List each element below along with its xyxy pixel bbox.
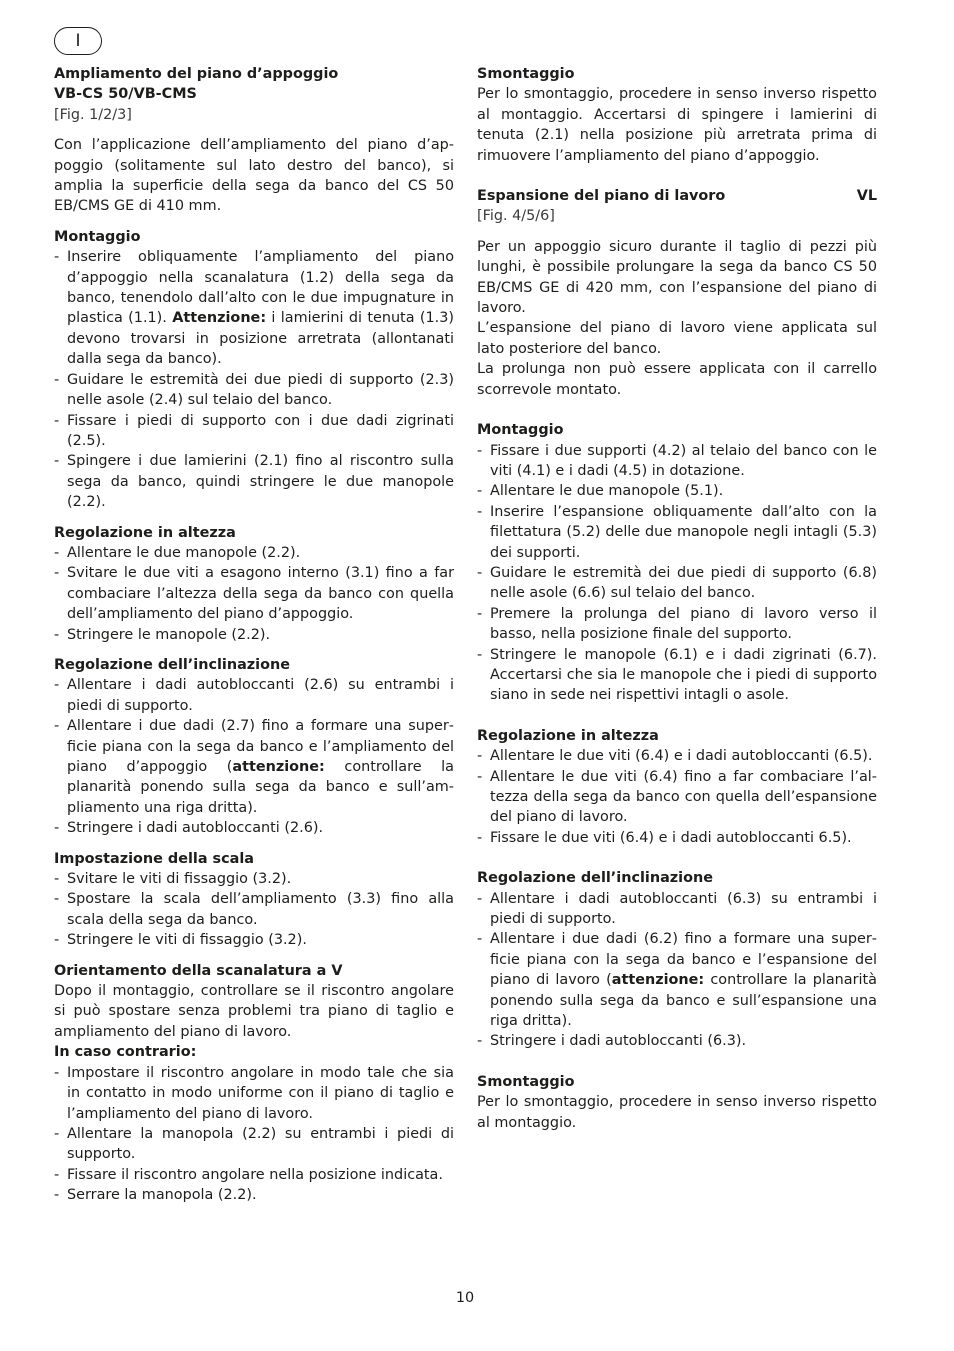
list-item: - Allentare i due dadi (2.7) fino a formare una superficie piana con la sega da banco e l’ampliamento del piano d’appoggio (attenzione: controllare la planarità ponendo sulla sega da banco e sull’ampliamento una riga dritta). — [54, 718, 454, 816]
list-item: - Fissare i piedi di supporto con i due dadi zigrinati (2.5). — [54, 412, 454, 449]
list-item: - Allentare le due manopole (2.2). — [54, 544, 301, 561]
section-title-model: VB-CS 50/VB-CMS — [54, 86, 197, 103]
smontaggio-paragraph: Per lo smontaggio, procedere in senso inverso rispetto al montaggio. Accertarsi di spingere i lamierini di tenuta (2.1) nella posizione più arretrata prima di rimuovere l’ampliamento del piano d’appoggio. — [477, 86, 877, 164]
espansione-code: VL — [856, 188, 877, 205]
list-item: - Fissare il riscontro angolare nella posizione indicata. — [54, 1166, 443, 1183]
heading-altezza: Regolazione in altezza — [54, 524, 236, 541]
list-item: - Serrare la manopola (2.2). — [54, 1187, 257, 1204]
list-item: - Svitare le due viti a esagono interno (3.1) fino a far combaciare l’altezza della sega da banco con quella dell’ampliamento del piano d’appoggio. — [54, 565, 454, 623]
intro-paragraph: Con l’applicazione dell’ampliamento del piano d’appoggio (solitamente sul lato destro del banco), si amplia la superficie della sega da banco del CS 50 EB/CMS GE di 410 mm. — [54, 137, 454, 215]
list-item: - Premere la prolunga del piano di lavoro verso il basso, nella posizione finale del supporto. — [477, 605, 877, 643]
heading-inclinazione: Regolazione dell’inclinazione — [54, 656, 291, 673]
heading-espansione — [477, 186, 877, 206]
list-item: - Allentare i dadi autobloccanti (2.6) su entrambi i piedi di supporto. — [54, 677, 454, 714]
heading-altezza: Regolazione in altezza — [477, 727, 659, 744]
heading-smontaggio: Smontaggio — [477, 1073, 575, 1090]
list-item: - Inserire l’espansione obliquamente dall’alto con la filettatura (5.2) delle due manopole negli intagli (5.3) dei supporti. — [477, 503, 877, 561]
list-item: - Fissare i due supporti (4.2) al telaio del banco con le viti (4.1) e i dadi (4.5) in dotazione. — [477, 442, 877, 479]
heading-smontaggio: Smontaggio — [477, 66, 575, 82]
page-number: 10 — [455, 1290, 475, 1306]
list-item: - Spingere i due lamierini (2.1) fino al riscontro sulla sega da banco, quindi stringere le due manopole (2.2). — [54, 453, 454, 511]
heading-inclinazione: Regolazione dell’inclinazione — [477, 870, 714, 887]
section-title: Ampliamento del piano d’appoggio — [54, 66, 339, 82]
heading-contrario: In caso contrario: — [54, 1044, 197, 1061]
smontaggio-paragraph: Per lo smontaggio, procedere in senso inverso rispetto al montaggio. — [477, 1094, 877, 1131]
language-code: I — [75, 31, 81, 51]
list-item: - Guidare le estremità dei due piedi di supporto (2.3) nelle asole (2.4) sul telaio del banco. — [54, 371, 454, 409]
list-item: - Allentare i dadi autobloccanti (6.3) su entrambi i piedi di supporto. — [477, 890, 877, 928]
list-item: - Stringere i dadi autobloccanti (6.3). — [477, 1033, 747, 1050]
list-item: - Allentare le due manopole (5.1). — [477, 483, 724, 500]
heading-montaggio: Montaggio — [477, 422, 564, 439]
list-item: - Fissare le due viti (6.4) e i dadi autobloccanti 6.5). — [477, 829, 852, 846]
espansione-title: Espansione del piano di lavoro — [477, 188, 726, 205]
list-item: - Stringere le manopole (2.2). — [54, 626, 271, 643]
list-item: - Allentare la manopola (2.2) su entrambi i piedi di supporto. — [54, 1125, 454, 1163]
heading-orientamento: Orientamento della scanalatura a V — [54, 962, 343, 979]
list-item: - Allentare le due viti (6.4) e i dadi autobloccanti (6.5). — [477, 748, 873, 765]
list-item: - Stringere le viti di fissaggio (3.2). — [54, 932, 307, 949]
heading-scala: Impostazione della scala — [54, 850, 255, 867]
list-item: - Impostare il riscontro angolare in modo tale che sia in contatto in modo uniforme con il piano di taglio e l’ampliamento del piano di lavoro. — [54, 1064, 454, 1122]
left-column — [54, 64, 454, 1206]
figure-ref: [Fig. 1/2/3] — [54, 106, 132, 123]
list-item: - Spostare la scala dell’ampliamento (3.3) fino alla scala della sega da banco. — [54, 891, 454, 928]
espansione-paragraph: Per un appoggio sicuro durante il taglio di pezzi più lunghi, è possibile prolungare la sega da banco CS 50 EB/CMS GE di 420 mm, con l’espansione del piano di lavoro. — [477, 238, 877, 317]
right-column — [477, 64, 877, 1133]
list-item: - Stringere i dadi autobloccanti (2.6). — [54, 820, 324, 837]
list-item: - Inserire obliquamente l’ampliamento del piano d’appoggio nella scanalatura (1.2) della sega da banco, tenendolo dall’alto con le due impugnature in plastica (1.1). Attenzione: i lamierini di tenuta (1.3) devono trovarsi in posizione arretrata (allontanati dalla sega da banco). — [54, 249, 454, 368]
list-item: - Guidare le estremità dei due piedi di supporto (6.8) nelle asole (6.6) sul telaio del banco. — [477, 564, 877, 602]
language-badge — [54, 27, 102, 55]
list-item: - Allentare i due dadi (6.2) fino a formare una superficie piana con la sega da banco e l’espansione del piano di lavoro (attenzione: controllare la planarità ponendo sulla sega da banco e sull’espansione una riga dritta). — [477, 931, 877, 1030]
orientamento-paragraph: Dopo il montaggio, controllare se il riscontro angolare si può spostare senza problemi tra piano di taglio e ampliamento del piano di lavoro. — [54, 983, 454, 1040]
heading-montaggio: Montaggio — [54, 228, 141, 245]
list-item: - Stringere le manopole (6.1) e i dadi zigrinati (6.7). Accertarsi che sia le manopole che i piedi di supporto siano in sede nei rispettivi intagli o asole. — [477, 646, 877, 704]
espansione-paragraph: La prolunga non può essere applicata con il carrello scorrevole montato. — [477, 361, 877, 398]
figure-ref: [Fig. 4/5/6] — [477, 208, 555, 225]
list-item: - Svitare le viti di fissaggio (3.2). — [54, 871, 292, 888]
espansione-paragraph: L’espansione del piano di lavoro viene applicata sul lato posteriore del banco. — [477, 320, 877, 357]
list-item: - Allentare le due viti (6.4) fino a far combaciare l’altezza della sega da banco con quella dell’espansione del piano di lavoro. — [477, 768, 877, 826]
